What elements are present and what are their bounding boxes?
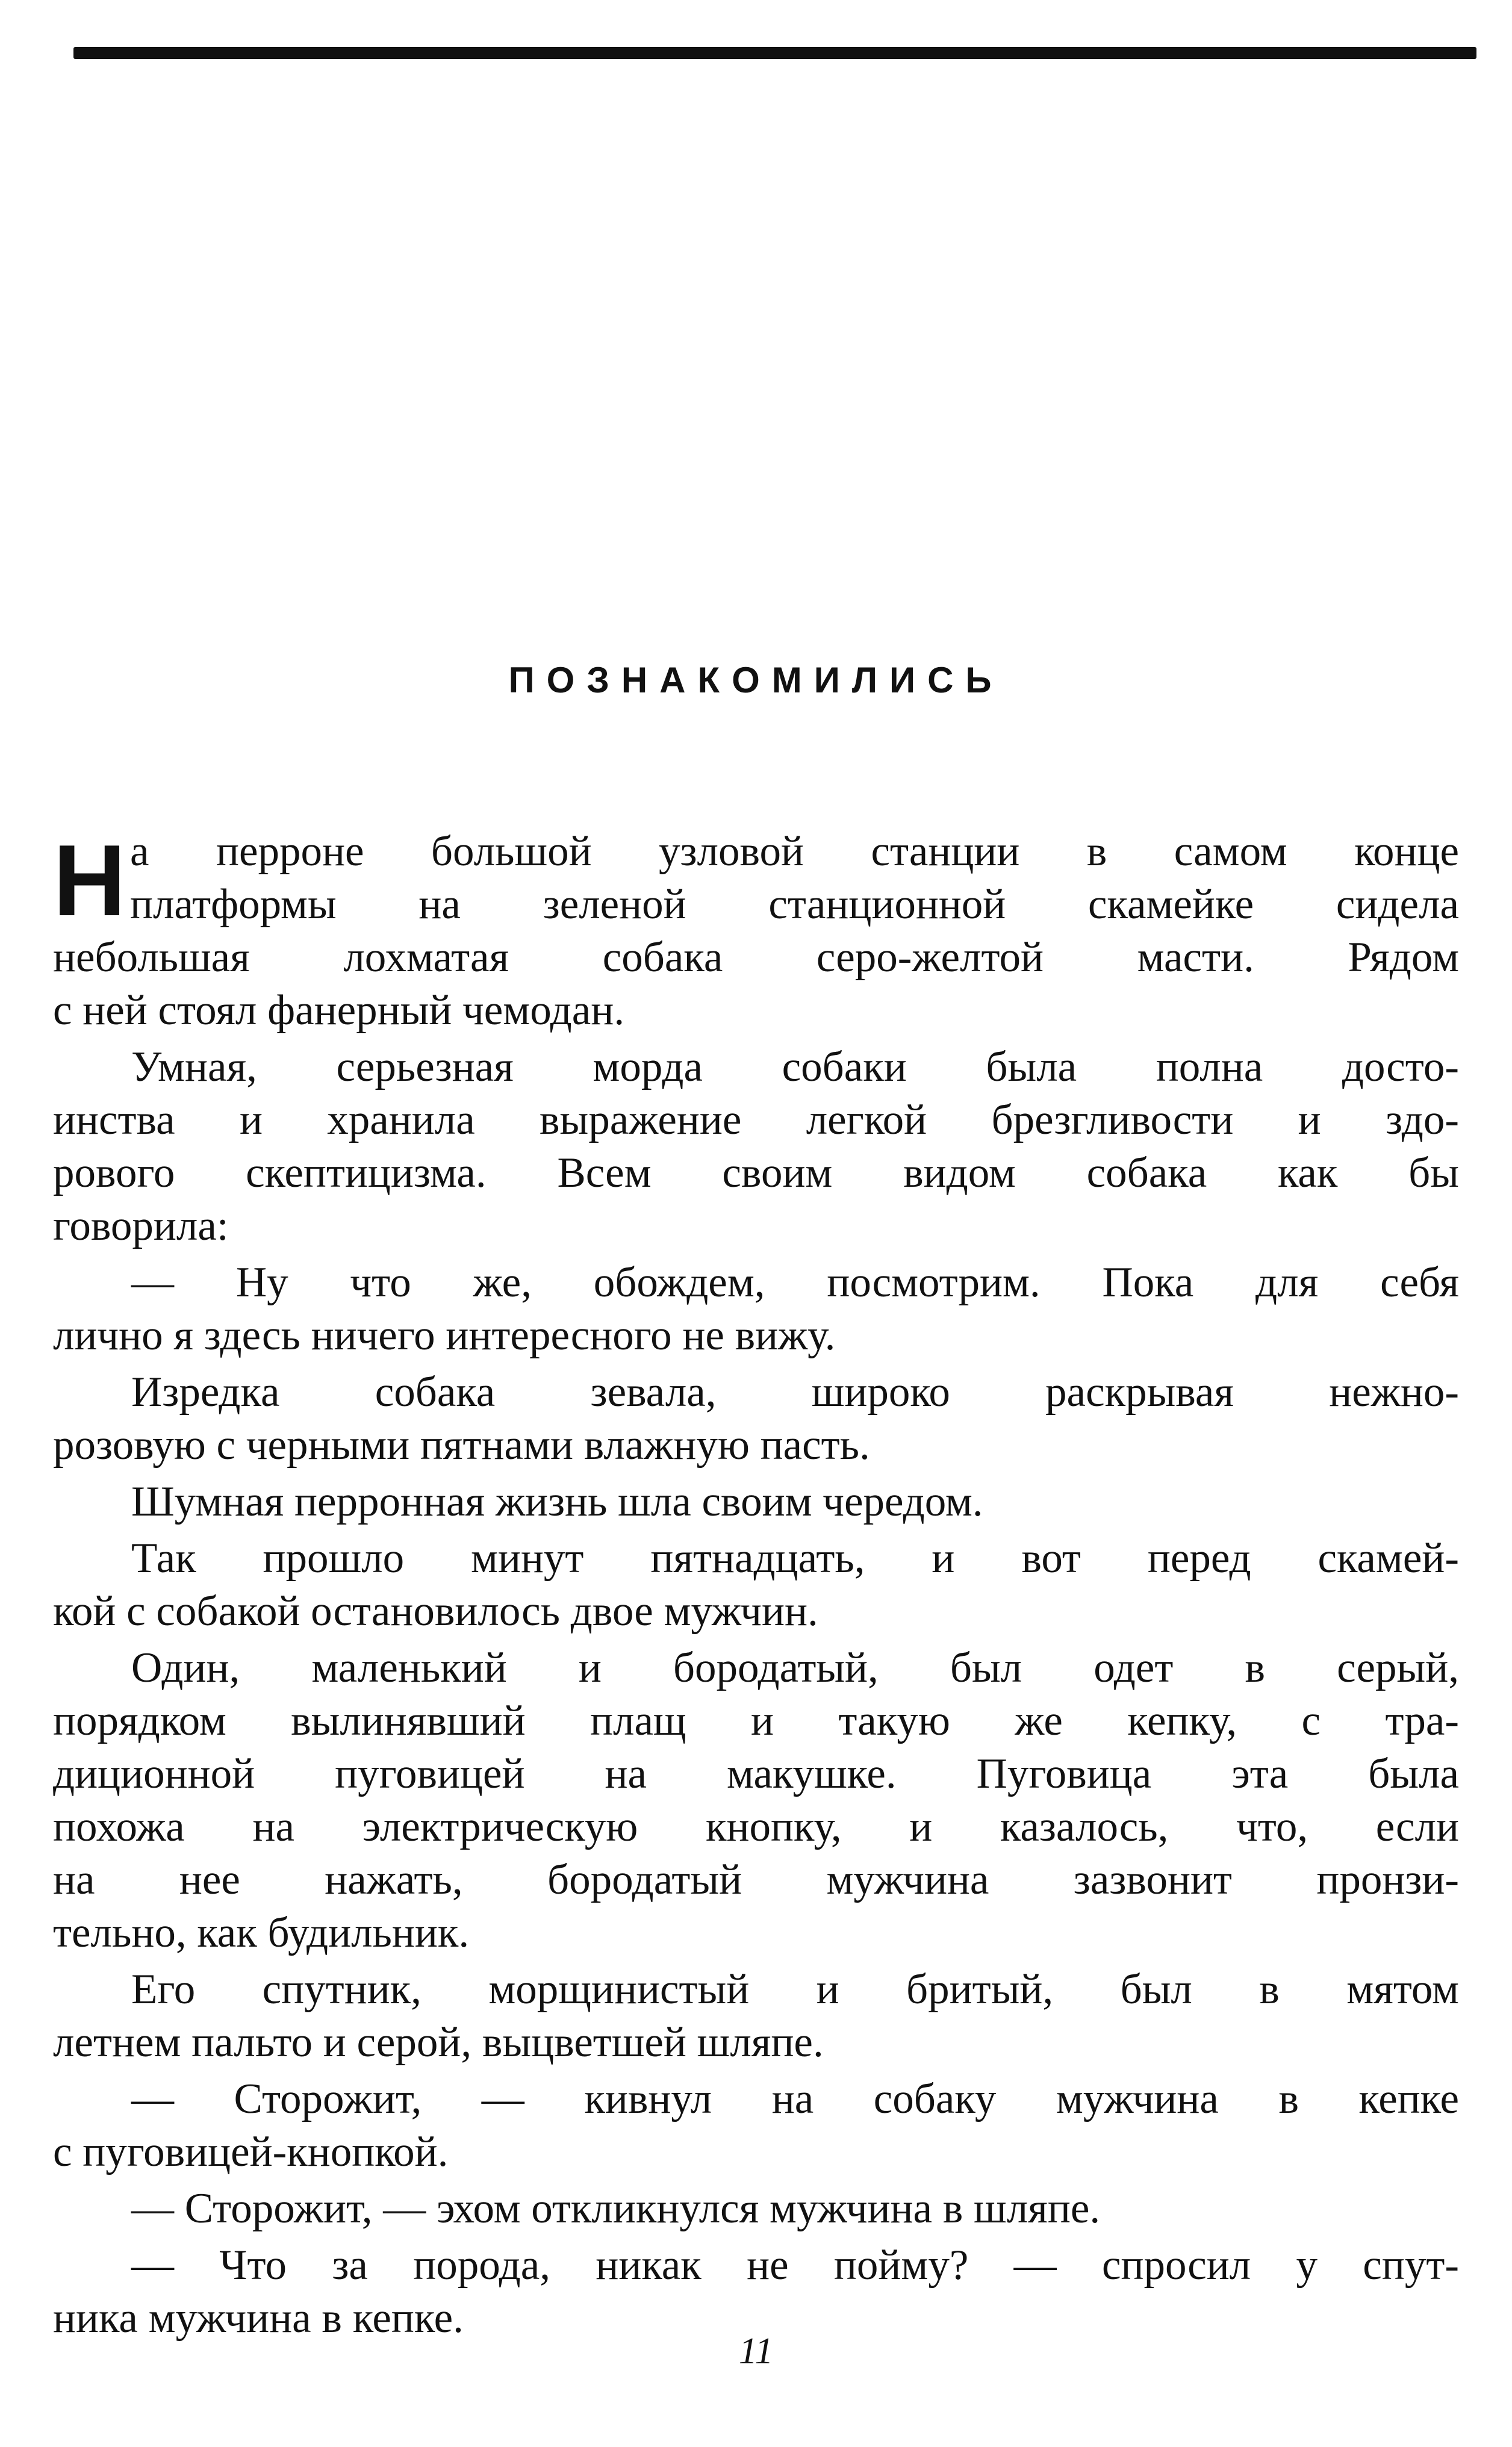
- paragraph: [53, 2072, 1459, 2178]
- text-line: Так прошло минут пятнадцать, и вот перед скамей-: [131, 1535, 1459, 1582]
- text-line: рового скептицизма. Всем своим видом собака как бы: [53, 1149, 1459, 1196]
- text-line: на нее нажать, бородатый мужчина зазвонит пронзи-: [53, 1856, 1459, 1903]
- text-line: Умная, серьезная морда собаки была полна досто-: [131, 1043, 1459, 1090]
- text-line: с ней стоял фанерный чемодан.: [53, 987, 625, 1034]
- text-line: похожа на электрическую кнопку, и казалось, что, если: [53, 1803, 1459, 1850]
- text-line: ника мужчина в кепке.: [53, 2295, 464, 2342]
- text-line: говорила:: [53, 1202, 229, 1249]
- text-line: Шумная перронная жизнь шла своим чередом.: [131, 1478, 983, 1525]
- paragraph: [53, 1532, 1459, 1638]
- paragraph: [53, 2239, 1459, 2345]
- paragraph: [53, 1641, 1459, 1959]
- text-body: [53, 825, 1459, 2345]
- text-line: порядком вылинявший плащ и такую же кепку, с тра-: [53, 1697, 1459, 1744]
- text-line: платформы на зеленой станционной скамейке сидела: [130, 881, 1459, 928]
- paragraph: [53, 1040, 1459, 1252]
- text-line: — Сторожит, — кивнул на собаку мужчина в кепке: [131, 2075, 1459, 2122]
- chapter-title: ПОЗНАКОМИЛИСЬ: [508, 660, 1004, 700]
- page-number: 11: [738, 2331, 774, 2372]
- text-line: тельно, как будильник.: [53, 1909, 470, 1956]
- text-line: летнем пальто и серой, выцветшей шляпе.: [53, 2019, 824, 2066]
- text-line: лично я здесь ничего интересного не вижу.: [53, 1312, 836, 1359]
- paragraph: [53, 1475, 1459, 1528]
- text-line: — Сторожит, — эхом откликнулся мужчина в шляпе.: [131, 2185, 1101, 2232]
- text-line: инства и хранила выражение легкой брезгливости и здо-: [53, 1096, 1459, 1143]
- text-line: кой с собакой остановилось двое мужчин.: [53, 1588, 818, 1635]
- paragraph: [53, 825, 1459, 1037]
- text-line: диционной пуговицей на макушке. Пуговица эта была: [53, 1750, 1459, 1797]
- text-line: а перроне большой узловой станции в самом конце: [130, 828, 1459, 875]
- paragraph: [53, 1256, 1459, 1362]
- text-line: — Ну что же, обождем, посмотрим. Пока для себя: [131, 1259, 1459, 1306]
- text-line: Один, маленький и бородатый, был одет в серый,: [131, 1644, 1459, 1691]
- text-line: Изредка собака зевала, широко раскрывая нежно-: [131, 1369, 1459, 1416]
- drop-cap: Н: [53, 824, 126, 937]
- text-line: небольшая лохматая собака серо-желтой масти. Рядом: [53, 934, 1459, 981]
- paragraph: [53, 1366, 1459, 1472]
- text-line: — Что за порода, никак не пойму? — спросил у спут-: [131, 2242, 1459, 2289]
- paragraph: [53, 2182, 1459, 2235]
- text-line: Его спутник, морщинистый и бритый, был в мятом: [131, 1966, 1459, 2013]
- top-rule: [73, 47, 1476, 59]
- paragraph: [53, 1963, 1459, 2069]
- text-line: розовую с черными пятнами влажную пасть.: [53, 1422, 870, 1469]
- text-line: с пуговицей-кнопкой.: [53, 2128, 449, 2175]
